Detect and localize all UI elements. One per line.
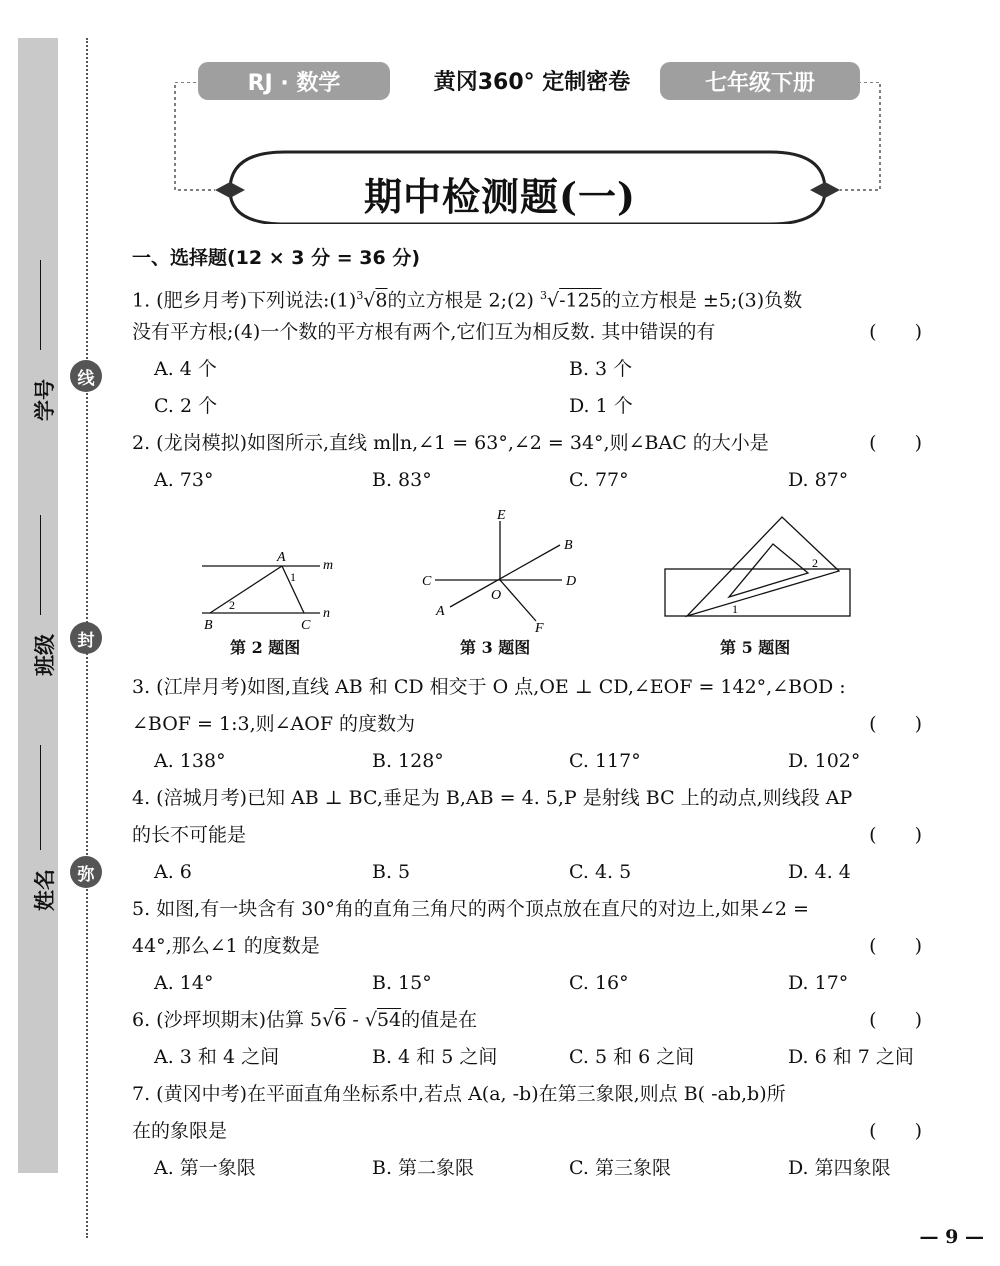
question-2-line-1	[132, 425, 922, 462]
q6-options	[132, 1039, 922, 1076]
fig3-label-b: B	[564, 538, 573, 553]
header-banner	[198, 62, 860, 102]
fig3-label-d: D	[566, 574, 577, 589]
series-title: 黄冈360° 定制密卷	[433, 70, 631, 95]
q1-text-b: 的立方根是 2;(2)	[387, 289, 534, 312]
field-underline	[40, 515, 41, 615]
field-underline	[40, 745, 41, 850]
student-id-label: 学号	[33, 379, 57, 421]
subject-pill: RJ · 数学	[198, 62, 390, 100]
name-label: 姓名	[33, 869, 57, 911]
option-a: A. 6	[154, 861, 192, 883]
option-d: D. 102°	[788, 750, 861, 772]
q5-text-1: 5. 如图,有一块含有 30°角的直角三角尺的两个顶点放在直尺的对边上,如果∠2 =	[132, 898, 809, 920]
q7-text-1: 7. (黄冈中考)在平面直角坐标系中,若点 A(a, -b)在第三象限,则点 B( -ab,b)所	[132, 1083, 786, 1105]
fig3-label-e: E	[497, 508, 506, 523]
q6-minus: -	[346, 1009, 365, 1031]
q2-options	[132, 462, 922, 499]
option-d: D. 第四象限	[788, 1157, 891, 1179]
option-c: C. 16°	[569, 972, 629, 994]
answer-bracket: ( )	[869, 1009, 922, 1031]
option-a: A. 3 和 4 之间	[154, 1046, 280, 1068]
option-c: C. 第三象限	[569, 1157, 671, 1179]
q3-options	[132, 743, 922, 780]
seal-mark-feng: 封	[70, 622, 102, 654]
figure-2-caption: 第 2 题图	[230, 638, 301, 657]
option-b: B. 4 和 5 之间	[372, 1046, 498, 1068]
fig2-label-m: m	[323, 558, 334, 573]
q3-text-2: ∠BOF = 1:3,则∠AOF 的度数为	[132, 713, 416, 735]
option-b: B. 15°	[372, 972, 432, 994]
option-b: B. 128°	[372, 750, 444, 772]
field-underline	[40, 260, 41, 350]
q4-options	[132, 854, 922, 891]
question-content	[132, 240, 922, 1187]
option-c: C. 117°	[569, 750, 641, 772]
fig5-angle-2: 2	[812, 556, 818, 570]
question-3-line-2	[132, 706, 922, 743]
q1-options-row-1	[132, 351, 922, 388]
question-7-line-2	[132, 1113, 922, 1150]
figure-5-caption: 第 5 题图	[720, 638, 791, 657]
question-5-line-1	[132, 891, 922, 928]
figure-2-diagram	[202, 550, 333, 633]
option-d: D. 4. 4	[788, 861, 851, 883]
option-d: D. 6 和 7 之间	[788, 1046, 914, 1068]
question-4-line-2	[132, 817, 922, 854]
figure-5-diagram	[665, 517, 850, 616]
question-1-line-1: 1. (肥乡月考)下列说法$:(1)^3√8$的立方根是 2;(2) $^3$√-125的立方根是 ±5;(3)负数	[132, 289, 803, 312]
q1-text-c: 的立方根是 ±5;(3)负数	[601, 289, 803, 312]
question-1-line-2	[132, 314, 922, 351]
fig5-angle-1: 1	[732, 602, 738, 616]
q5-options	[132, 965, 922, 1002]
option-c: C. 4. 5	[569, 861, 632, 883]
option-b: B. 第二象限	[372, 1157, 475, 1179]
answer-bracket: ( )	[869, 1120, 922, 1142]
option-a: A. 4 个	[154, 358, 217, 380]
question-4-line-1	[132, 780, 922, 817]
seal-mark-mi: 弥	[70, 856, 102, 888]
figure-3-diagram	[422, 508, 576, 634]
question-5-line-2	[132, 928, 922, 965]
fig2-label-n: n	[323, 606, 330, 621]
q1-radicand-2: -125	[559, 289, 602, 312]
fig3-label-c: C	[422, 574, 432, 589]
option-c: C. 2 个	[154, 395, 218, 417]
fig2-label-c: C	[301, 618, 311, 633]
fig3-label-a: A	[436, 604, 445, 619]
class-label: 班级	[33, 634, 57, 676]
figure-3-caption: 第 3 题图	[460, 638, 531, 657]
q2-text: 2. (龙岗模拟)如图所示,直线 m∥n,∠1 = 63°,∠2 = 34°,则∠BAC 的大小是	[132, 432, 769, 454]
q4-text-2: 的长不可能是	[132, 824, 247, 846]
option-a: A. 第一象限	[154, 1157, 256, 1179]
fig2-label-b: B	[204, 618, 213, 633]
q6-text-a: 6. (沙坪坝期末)估算 5	[132, 1009, 323, 1031]
fig2-angle-1: 1	[290, 570, 296, 584]
q7-options	[132, 1150, 922, 1187]
q5-text-2: 44°,那么∠1 的度数是	[132, 935, 320, 957]
q1-text-a: 1. (肥乡月考)下列说法:(1)	[132, 289, 357, 312]
q1-text-2: 没有平方根;(4)一个数的平方根有两个,它们互为相反数. 其中错误的有	[132, 321, 716, 343]
question-7-line-1	[132, 1076, 922, 1113]
option-b: B. 3 个	[569, 358, 633, 380]
option-b: B. 5	[372, 861, 411, 883]
seal-mark-xian: 线	[70, 360, 102, 392]
option-a: A. 14°	[154, 972, 214, 994]
section-heading: 一、选择题(12 × 3 分 = 36 分)	[132, 247, 420, 269]
option-a: A. 138°	[154, 750, 226, 772]
answer-bracket: ( )	[869, 432, 922, 454]
fig3-label-f: F	[535, 621, 544, 634]
q6-text-b: 的值是在	[401, 1009, 478, 1031]
q7-text-2: 在的象限是	[132, 1120, 228, 1142]
figures-row	[132, 499, 922, 669]
option-d: D. 1 个	[569, 395, 633, 417]
option-d: D. 17°	[788, 972, 849, 994]
fig3-label-o: O	[491, 588, 502, 603]
answer-bracket: ( )	[869, 713, 922, 735]
answer-bracket: ( )	[869, 824, 922, 846]
fig2-angle-2: 2	[229, 598, 235, 612]
q1-radicand-1: 8	[375, 289, 388, 312]
option-c: C. 5 和 6 之间	[569, 1046, 695, 1068]
page-number: — 9 —	[919, 1226, 984, 1248]
page-title: 期中检测题(一)	[364, 174, 636, 219]
q4-text-1: 4. (涪城月考)已知 AB ⊥ BC,垂足为 B,AB = 4. 5,P 是射线 BC 上的动点,则线段 AP	[132, 787, 853, 809]
question-6-line-1: 6. (沙坪坝期末)估算 5√6 - √54的值是在 ( )	[132, 1002, 922, 1039]
answer-bracket: ( )	[869, 321, 922, 343]
option-c: C. 77°	[569, 469, 629, 491]
answer-bracket: ( )	[869, 935, 922, 957]
option-d: D. 87°	[788, 469, 849, 491]
figures-svg	[132, 499, 922, 634]
q3-text-1: 3. (江岸月考)如图,直线 AB 和 CD 相交于 O 点,OE ⊥ CD,∠EOF = 142°,∠BOD :	[132, 676, 846, 698]
option-a: A. 73°	[154, 469, 214, 491]
q6-radicand-2: 54	[376, 1009, 402, 1031]
question-3-line-1	[132, 669, 922, 706]
grade-pill: 七年级下册	[660, 62, 860, 100]
q1-options-row-2	[132, 388, 922, 425]
q6-radicand-1: 6	[334, 1009, 347, 1031]
fig2-label-a: A	[277, 550, 286, 565]
option-b: B. 83°	[372, 469, 432, 491]
